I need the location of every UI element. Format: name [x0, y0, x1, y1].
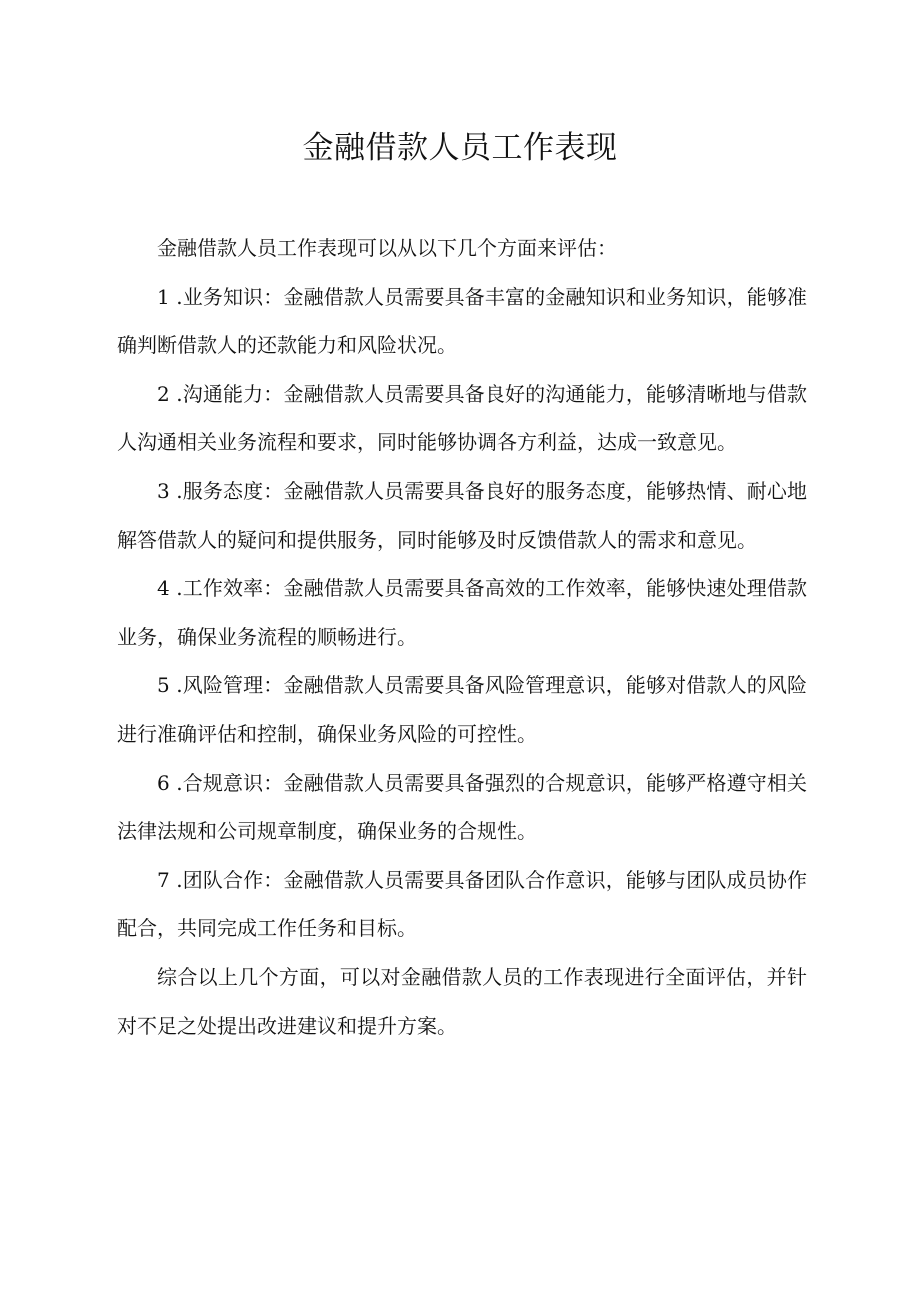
list-item-2: [117, 370, 807, 467]
item-text: .工作效率：金融借款人员需要具备高效的工作效率，能够快速处理借款业务，确保业务流程的顺畅进行。: [117, 576, 807, 649]
list-item-7: [117, 856, 807, 953]
item-text: .业务知识：金融借款人员需要具备丰富的金融知识和业务知识，能够准确判断借款人的还款能力和风险状况。: [117, 284, 807, 358]
list-item-1: [117, 273, 807, 370]
list-item-5: [117, 661, 807, 758]
item-text: .风险管理：金融借款人员需要具备风险管理意识，能够对借款人的风险进行准确评估和控制，确保业务风险的可控性。: [117, 673, 807, 746]
item-number: 4: [157, 576, 170, 601]
item-number: 6: [157, 770, 170, 795]
item-number: 2: [157, 381, 170, 406]
intro-paragraph: 金融借款人员工作表现可以从以下几个方面来评估：: [157, 236, 617, 260]
item-text: .团队合作：金融借款人员需要具备团队合作意识，能够与团队成员协作配合，共同完成工作任务和目标。: [117, 867, 807, 941]
list-item-4: [117, 564, 807, 661]
item-text: .沟通能力：金融借款人员需要具备良好的沟通能力，能够清晰地与借款人沟通相关业务流程和要求，同时能够协调各方利益，达成一致意见。: [117, 381, 807, 455]
item-number: 3: [157, 478, 170, 503]
list-item-6: [117, 759, 807, 856]
document-body: [117, 224, 807, 1050]
item-number: 7: [157, 867, 170, 892]
item-number: 1: [157, 284, 170, 309]
item-text: .合规意识：金融借款人员需要具备强烈的合规意识，能够严格遵守相关法律法规和公司规章制度，确保业务的合规性。: [117, 770, 807, 844]
document-title: 金融借款人员工作表现: [302, 130, 618, 166]
item-text: .服务态度：金融借款人员需要具备良好的服务态度，能够热情、耐心地解答借款人的疑问和提供服务，同时能够及时反馈借款人的需求和意见。: [117, 478, 807, 552]
item-number: 5: [157, 673, 170, 698]
conclusion-paragraph: 综合以上几个方面，可以对金融借款人员的工作表现进行全面评估，并针对不足之处提出改进建议和提升方案。: [117, 964, 807, 1038]
list-item-3: [117, 467, 807, 564]
